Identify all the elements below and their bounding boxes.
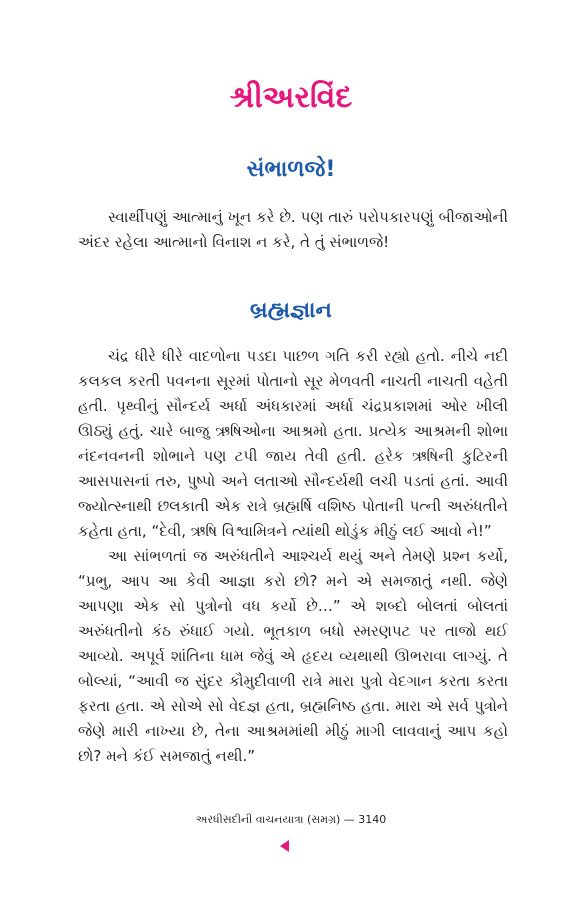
section-body-brahmagnan	[78, 344, 508, 769]
author-title: શ્રીઅરવિંદ	[229, 80, 353, 115]
section-body-sambhalje	[78, 205, 508, 255]
paragraph: આ સાંભળતાં જ અરુંધતીને આશ્ચર્ય થયું અને તેમણે પ્રશ્ન કર્યો, “પ્રભુ, આપ આ કેવી આજ્ઞા કરો છો? મને એ સમજાતું નથી. જેણે આપણા એક સો પુત્રોનો વધ કર્યો છે…” એ શબ્દો બોલતાં બોલતાં અરુંધતીનો કંઠ રુંધાઈ ગયો. ભૂતકાળ બધો સ્મરણપટ પર તાજો થઈ આવ્યો. અપૂર્વ શાંતિના ધામ જેવું એ હૃદય વ્યથાથી ઊભરાવા લાગ્યું. તે બોલ્યાં, “આવી જ સુંદર કૌમુદીવાળી રાત્રે મારા પુત્રો વેદગાન કરતા કરતા ફરતા હતા. એ સોએ સો વેદજ્ઞ હતા, બ્રહ્મનિષ્ઠ હતા. મારા એ સર્વ પુત્રોને જેણે મારી નાખ્યા છે, તેના આશ્રમમાંથી મીઠું માગી લાવવાનું આપ કહો છો? મને કંઈ સમજાતું નથી.”	[78, 547, 508, 765]
section-title-brahmagnan: બ્રહ્મજ્ઞાન	[250, 298, 332, 323]
page-footer: અરધીસદીની વાચનયાત્રા (સમગ્ર) — 3140	[195, 813, 387, 826]
paragraph: ચંદ્ર ધીરે ધીરે વાદળોના પડદા પાછળ ગતિ કરી રહ્યો હતો. નીચે નદી કલકલ કરતી પવનના સૂરમાં પોતાનો સૂર મેળવતી નાચતી નાચતી વહેતી હતી. પૃથ્વીનું સૌન્દર્ય અર્ધા અંધકારમાં અર્ધા ચંદ્રપ્રકાશમાં ઓર ખીલી ઊઠ્યું હતું. ચારે બાજુ ઋષિઓના આશ્રમો હતા. પ્રત્યેક આશ્રમની શોભા નંદનવનની શોભાને પણ ટપી જાય તેવી હતી. હરેક ઋષિની કુટિરની આસપાસનાં તરુ, પુષ્પો અને લતાઓ સૌન્દર્યથી લચી પડતાં હતાં. આવી જ્યોત્સ્નાથી છલકાતી એક રાત્રે બ્રહ્મર્ષિ વશિષ્ઠ પોતાની પત્ની અરુંધતીને કહેતા હતા, “દેવી, ઋષિ વિશ્વામિત્રને ત્યાંથી થોડુંક મીઠું લઈ આવો ને!”	[78, 347, 508, 540]
previous-page-icon[interactable]	[280, 840, 289, 852]
section-title-sambhalje: સંભાળજે!	[246, 157, 336, 182]
paragraph: સ્વાર્થીપણું આત્માનું ખૂન કરે છે. પણ તારું પરોપકારપણું બીજાઓની અંદર રહેલા આત્માનો વિનાશ ન કરે, તે તું સંભાળજે!	[78, 208, 508, 251]
